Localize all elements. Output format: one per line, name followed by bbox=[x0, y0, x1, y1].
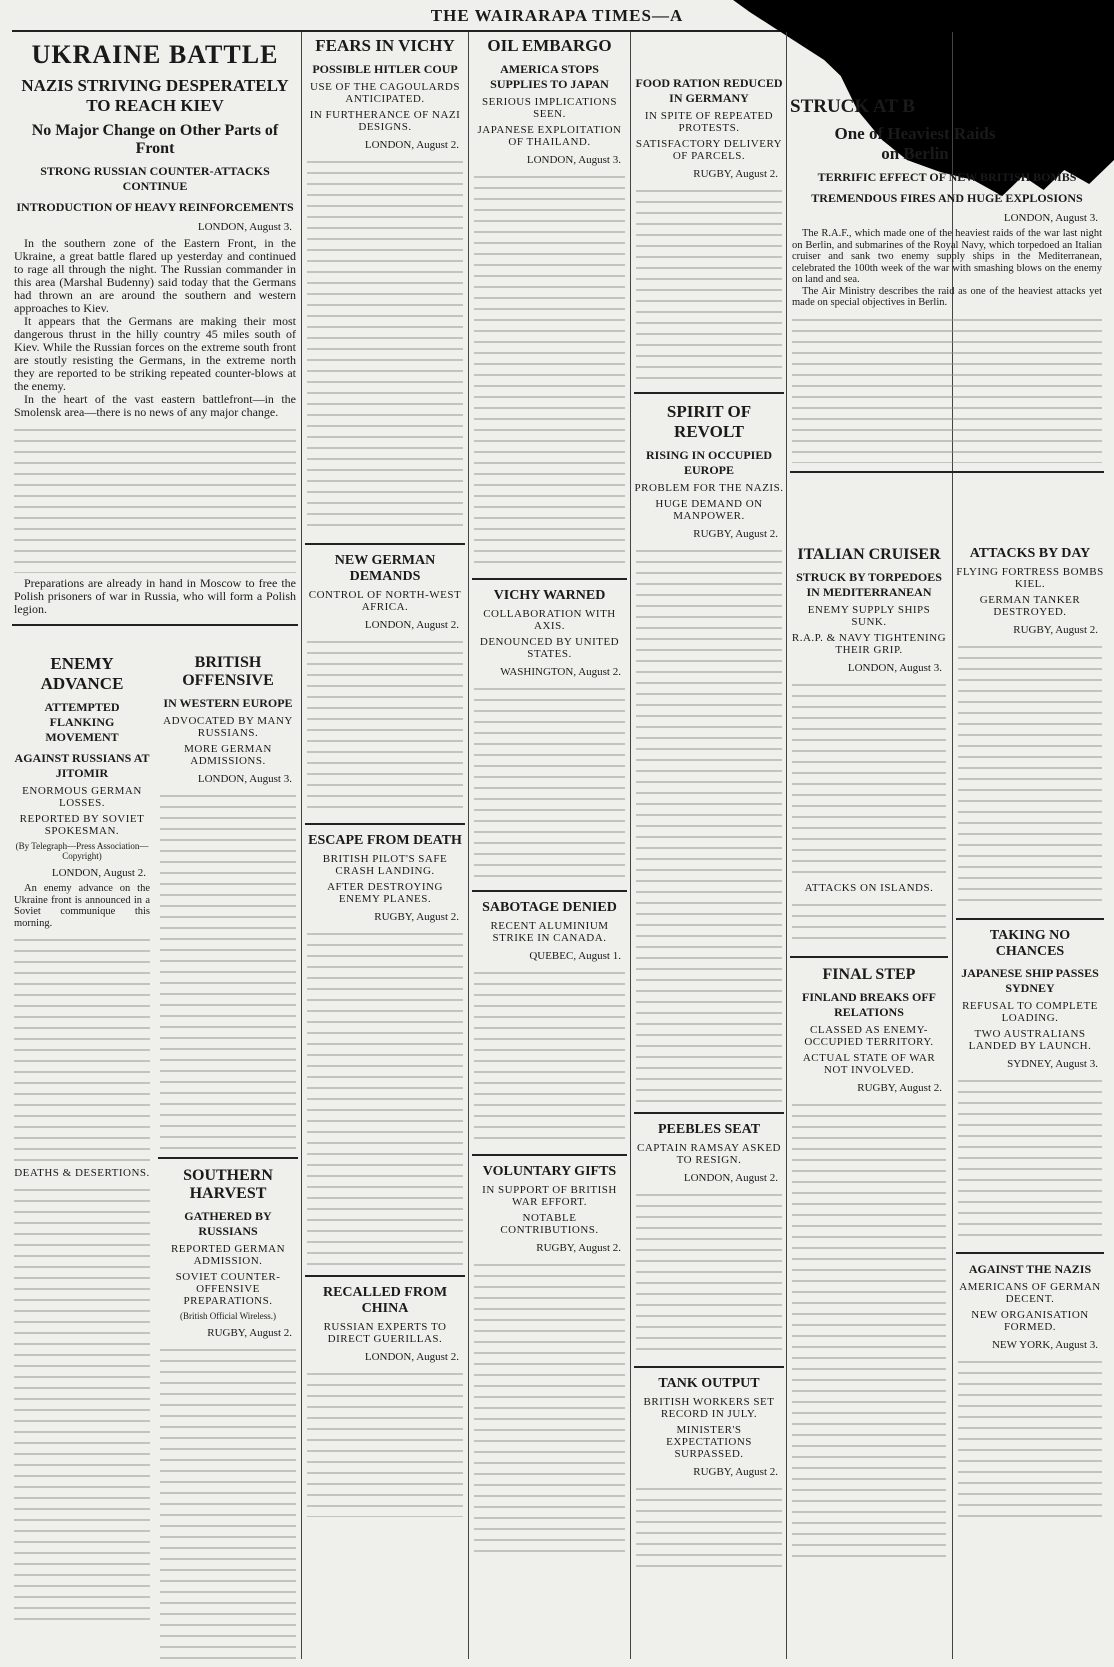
column-rule bbox=[301, 32, 302, 1659]
dateline: NEW YORK, August 3. bbox=[991, 1339, 1098, 1351]
text-block bbox=[636, 1482, 782, 1572]
article-title: SOUTHERN HARVEST bbox=[183, 1167, 273, 1202]
section-head: DEATHS & DESERTIONS. bbox=[14, 1167, 150, 1179]
text-block bbox=[474, 1258, 625, 1558]
text-block bbox=[636, 184, 782, 384]
subheadline: RECENT ALUMINIUM STRIKE IN CANADA. bbox=[490, 920, 609, 944]
subheadline: IN WESTERN EUROPE bbox=[163, 696, 293, 710]
article-title: VICHY WARNED bbox=[493, 588, 606, 603]
divider bbox=[634, 392, 784, 394]
paragraph: Preparations are already in hand in Moscow to free the Polish prisoners of war in Russia, who will form a Polish legion. bbox=[14, 576, 296, 616]
dateline: RUGBY, August 2. bbox=[1013, 624, 1098, 636]
article-title: TAKING NO CHANCES bbox=[989, 928, 1071, 959]
subheadline: GERMAN TANKER DESTROYED. bbox=[979, 594, 1081, 618]
subheadline: IN SPITE OF REPEATED PROTESTS. bbox=[644, 110, 774, 134]
credit: (By Telegraph—Press Association—Copyright) bbox=[15, 841, 149, 861]
column-rule bbox=[630, 32, 631, 1659]
divider bbox=[472, 890, 627, 892]
text-block bbox=[14, 1183, 150, 1623]
text-block bbox=[14, 423, 296, 573]
dateline: LONDON, August 2. bbox=[364, 1351, 459, 1363]
subheadline: SERIOUS IMPLICATIONS SEEN. bbox=[482, 96, 617, 120]
headline: UKRAINE BATTLE bbox=[31, 40, 279, 69]
dateline: RUGBY, August 2. bbox=[693, 528, 778, 540]
headline: STRUCK AT B bbox=[790, 96, 915, 117]
subheadline: CLASSED AS ENEMY-OCCUPIED TERRITORY. bbox=[804, 1024, 934, 1048]
text-block bbox=[160, 789, 296, 1149]
article-title: SPIRIT OF REVOLT bbox=[666, 402, 752, 441]
divider bbox=[158, 1157, 298, 1159]
text-block bbox=[14, 933, 150, 1163]
dateline: RUGBY, August 2. bbox=[693, 1466, 778, 1478]
column-2 bbox=[305, 32, 465, 1661]
subheadline: ACTUAL STATE OF WAR NOT INVOLVED. bbox=[802, 1052, 936, 1076]
article-title: FEARS IN VICHY bbox=[315, 36, 455, 55]
subheadline: STRONG RUSSIAN COUNTER-ATTACKS CONTINUE bbox=[40, 164, 270, 193]
dateline: RUGBY, August 2. bbox=[207, 1327, 292, 1339]
subheadline: One of Heaviest Raids on Berlin bbox=[834, 124, 996, 163]
subheadline: SOVIET COUNTER-OFFENSIVE PREPARATIONS. bbox=[175, 1271, 281, 1307]
dateline: LONDON, August 3. bbox=[526, 154, 621, 166]
divider bbox=[305, 543, 465, 545]
paragraph: In the southern zone of the Eastern Front, in the Ukraine, a great battle flared up yesterday and continued to rage all through the night. The Russian commander in this area (Marshal Budenny) said today that the Germans had thrown an are around the southern and western approaches to Kiev. bbox=[14, 236, 296, 315]
credit: (British Official Wireless.) bbox=[179, 1311, 277, 1321]
text-block bbox=[958, 640, 1102, 910]
subheadline: IN FURTHERANCE OF NAZI DESIGNS. bbox=[309, 109, 461, 133]
dateline: WASHINGTON, August 2. bbox=[500, 666, 621, 678]
article-title: FOOD RATION REDUCED IN GERMANY bbox=[635, 76, 783, 105]
subheadline: IN SUPPORT OF BRITISH WAR EFFORT. bbox=[482, 1184, 617, 1208]
subheadline: BRITISH WORKERS SET RECORD IN JULY. bbox=[643, 1396, 775, 1420]
subheadline: JAPANESE EXPLOITATION OF THAILAND. bbox=[477, 124, 622, 148]
article-title: ITALIAN CRUISER bbox=[797, 546, 941, 563]
divider bbox=[12, 624, 298, 626]
article-title: NEW GERMAN DEMANDS bbox=[334, 553, 436, 584]
subheadline: MINISTER'S EXPECTATIONS SURPASSED. bbox=[666, 1424, 752, 1460]
text-block bbox=[474, 682, 625, 882]
column-3 bbox=[472, 32, 627, 1661]
article-title: BRITISH OFFENSIVE bbox=[182, 654, 274, 689]
paragraph: The R.A.F., which made one of the heaviest raids of the war last night on Berlin, and submarines of the Royal Navy, which torpedoed an Italian cruiser and sank two enemy supply ships in the Mediterranean, celebrated the 100th week of the war with smashing blows on the enemy on land and sea. bbox=[792, 228, 1102, 285]
subheadline: No Major Change on Other Parts of Front bbox=[31, 122, 279, 157]
text-block bbox=[792, 898, 946, 948]
subheadline: DENOUNCED BY UNITED STATES. bbox=[479, 636, 620, 660]
dateline: LONDON, August 2. bbox=[683, 1172, 778, 1184]
article-british-offensive bbox=[158, 650, 298, 1661]
divider bbox=[472, 578, 627, 580]
subheadline: AFTER DESTROYING ENEMY PLANES. bbox=[327, 881, 443, 905]
article-title: SABOTAGE DENIED bbox=[482, 900, 617, 915]
text-block bbox=[636, 1188, 782, 1358]
subheadline: POSSIBLE HITLER COUP bbox=[312, 62, 458, 76]
text-block bbox=[474, 966, 625, 1146]
dateline: SYDNEY, August 3. bbox=[1007, 1058, 1098, 1070]
dateline: RUGBY, August 2. bbox=[857, 1082, 942, 1094]
text-block bbox=[307, 635, 463, 815]
subheadline: ENEMY SUPPLY SHIPS SUNK. bbox=[807, 604, 931, 628]
subheadline: RUSSIAN EXPERTS TO DIRECT GUERILLAS. bbox=[323, 1321, 447, 1345]
subheadline: MORE GERMAN ADMISSIONS. bbox=[184, 743, 272, 767]
subheadline: JAPANESE SHIP PASSES SYDNEY bbox=[961, 966, 1099, 995]
column-4 bbox=[634, 32, 784, 1661]
dateline: LONDON, August 3. bbox=[847, 662, 942, 674]
text-block bbox=[636, 544, 782, 1104]
divider bbox=[790, 471, 1104, 473]
article-title: VOLUNTARY GIFTS bbox=[482, 1164, 617, 1179]
text-block bbox=[792, 313, 1102, 463]
subheadline: BRITISH PILOT'S SAFE CRASH LANDING. bbox=[322, 853, 448, 877]
subheadline: AGAINST RUSSIANS AT JITOMIR bbox=[14, 751, 150, 780]
article-italian-cruiser bbox=[790, 542, 948, 1562]
text-block bbox=[307, 927, 463, 1267]
subheadline: ATTEMPTED FLANKING MOVEMENT bbox=[44, 700, 120, 744]
paragraph: In the heart of the vast eastern battlefront—in the Smolensk area—there is no news of any major change. bbox=[14, 392, 296, 419]
subheadline: REFUSAL TO COMPLETE LOADING. bbox=[962, 1000, 1098, 1024]
subheadline: STRUCK BY TORPEDOES IN MEDITERRANEAN bbox=[796, 570, 942, 599]
divider bbox=[634, 1366, 784, 1368]
divider bbox=[472, 1154, 627, 1156]
dateline: LONDON, August 3. bbox=[197, 773, 292, 785]
text-block bbox=[160, 1343, 296, 1661]
subheadline: NAZIS STRIVING DESPERATELY TO REACH KIEV bbox=[21, 76, 289, 115]
subheadline: RISING IN OCCUPIED EUROPE bbox=[645, 448, 773, 477]
subheadline: GATHERED BY RUSSIANS bbox=[184, 1209, 272, 1238]
dateline: RUGBY, August 2. bbox=[536, 1242, 621, 1254]
divider bbox=[956, 918, 1104, 920]
subheadline: INTRODUCTION OF HEAVY REINFORCEMENTS bbox=[16, 200, 294, 214]
paragraph: It appears that the Germans are making their most dangerous thrust in the hilly country 45 miles south of Kiev. While the Russian forces on the extreme south front are stoutly resisting the Germans, in the extreme north they are reported to be striking repeated counter-blows at the enemy. bbox=[14, 314, 296, 393]
article-title: ESCAPE FROM DEATH bbox=[308, 833, 462, 848]
column-rule bbox=[468, 32, 469, 1659]
section-head: ATTACKS ON ISLANDS. bbox=[804, 882, 934, 894]
dateline: QUEBEC, August 1. bbox=[529, 950, 621, 962]
article-title: AGAINST THE NAZIS bbox=[968, 1262, 1092, 1276]
subheadline: R.A.P. & NAVY TIGHTENING THEIR GRIP. bbox=[791, 632, 947, 656]
text-block bbox=[307, 155, 463, 535]
divider bbox=[956, 1252, 1104, 1254]
dateline: LONDON, August 3. bbox=[197, 221, 292, 233]
subheadline: PROBLEM FOR THE NAZIS. bbox=[634, 482, 784, 494]
column-rule bbox=[786, 32, 787, 1659]
subheadline: HUGE DEMAND ON MANPOWER. bbox=[655, 498, 763, 522]
divider bbox=[305, 1275, 465, 1277]
article-attacks-by-day bbox=[956, 542, 1104, 1529]
column-ukraine bbox=[12, 32, 298, 1661]
text-block bbox=[792, 678, 946, 878]
subheadline: USE OF THE CAGOULARDS ANTICIPATED. bbox=[310, 81, 460, 105]
text-block bbox=[307, 1367, 463, 1517]
text-block bbox=[474, 170, 625, 570]
article-title: PEEBLES SEAT bbox=[657, 1122, 761, 1137]
dateline: LONDON, August 2. bbox=[364, 139, 459, 151]
article-title: OIL EMBARGO bbox=[487, 36, 612, 55]
subheadline: ADVOCATED BY MANY RUSSIANS. bbox=[163, 715, 293, 739]
divider bbox=[634, 1112, 784, 1114]
subheadline: SATISFACTORY DELIVERY OF PARCELS. bbox=[635, 138, 783, 162]
article-title: TANK OUTPUT bbox=[658, 1376, 760, 1391]
article-title: ENEMY ADVANCE bbox=[40, 654, 124, 693]
subheadline: CONTROL OF NORTH-WEST AFRICA. bbox=[308, 589, 462, 613]
article-title: RECALLED FROM CHINA bbox=[322, 1285, 448, 1316]
paragraph: The Air Ministry describes the raid as one of the heaviest attacks yet made on special objectives in Berlin. bbox=[792, 285, 1102, 308]
subheadline: AMERICANS OF GERMAN DECENT. bbox=[959, 1281, 1101, 1305]
subheadline: TREMENDOUS FIRES AND HUGE EXPLOSIONS bbox=[811, 191, 1083, 205]
subheadline: REPORTED BY SOVIET SPOKESMAN. bbox=[19, 813, 145, 837]
subheadline: FINLAND BREAKS OFF RELATIONS bbox=[801, 990, 936, 1019]
subheadline: AMERICA STOPS SUPPLIES TO JAPAN bbox=[490, 62, 609, 91]
dateline: LONDON, August 3. bbox=[1003, 212, 1098, 224]
paragraph: An enemy advance on the Ukraine front is announced in a Soviet communique this morning. bbox=[14, 883, 150, 929]
subheadline: TWO AUSTRALIANS LANDED BY LAUNCH. bbox=[968, 1028, 1092, 1052]
article-enemy-advance bbox=[12, 650, 152, 1627]
divider bbox=[790, 956, 948, 958]
subheadline: FLYING FORTRESS BOMBS KIEL. bbox=[956, 566, 1104, 590]
subheadline: ENORMOUS GERMAN LOSSES. bbox=[22, 785, 142, 809]
subheadline: REPORTED GERMAN ADMISSION. bbox=[170, 1243, 286, 1267]
dateline: LONDON, August 2. bbox=[364, 619, 459, 631]
subheadline: NEW ORGANISATION FORMED. bbox=[971, 1309, 1089, 1333]
masthead: THE WAIRARAPA TIMES—A bbox=[12, 6, 1102, 32]
text-block bbox=[958, 1355, 1102, 1525]
dateline: RUGBY, August 2. bbox=[693, 168, 778, 180]
text-block bbox=[958, 1074, 1102, 1244]
subheadline: COLLABORATION WITH AXIS. bbox=[483, 608, 616, 632]
dateline: LONDON, August 2. bbox=[51, 867, 146, 879]
article-title: ATTACKS BY DAY bbox=[969, 546, 1091, 561]
subheadline: NOTABLE CONTRIBUTIONS. bbox=[500, 1212, 599, 1236]
dateline: RUGBY, August 2. bbox=[374, 911, 459, 923]
subheadline: CAPTAIN RAMSAY ASKED TO RESIGN. bbox=[637, 1142, 781, 1166]
divider bbox=[305, 823, 465, 825]
text-block bbox=[792, 1098, 946, 1558]
column-berlin bbox=[790, 32, 1104, 1661]
article-title: FINAL STEP bbox=[822, 966, 916, 983]
subheadline: TERRIFIC EFFECT OF NEW BRITISH BOMBS bbox=[817, 170, 1077, 184]
